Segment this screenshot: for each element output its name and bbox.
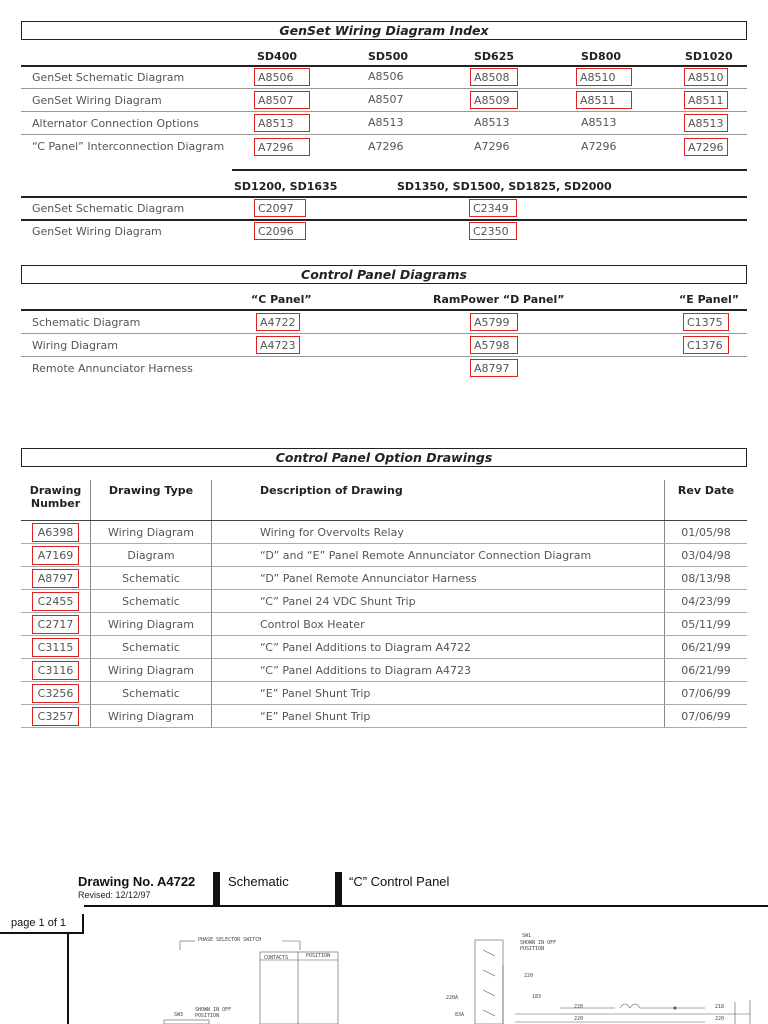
sw3-label: SW3 xyxy=(174,1012,184,1018)
header-description: Description of Drawing xyxy=(212,480,665,521)
table-row xyxy=(21,521,747,544)
shown-in-label: SHOWN IN OFF POSITION xyxy=(195,1007,232,1019)
drawing-link[interactable]: A5798 xyxy=(470,336,518,354)
header-drawing-number: Drawing Number xyxy=(21,480,91,521)
divider xyxy=(21,134,747,135)
divider xyxy=(21,356,747,357)
row-label: GenSet Wiring Diagram xyxy=(32,94,162,107)
position-label: POSITION xyxy=(306,953,331,959)
drawing-number-link[interactable]: C2455 xyxy=(32,592,80,611)
wire-label: 220 xyxy=(574,1004,584,1010)
table-row xyxy=(21,659,747,682)
control-panel-title: Control Panel Diagrams xyxy=(21,265,747,284)
wire-label: 83A xyxy=(455,1012,465,1018)
drawing-link[interactable]: C2349 xyxy=(469,199,517,217)
drawing-description: “C” Panel 24 VDC Shunt Trip xyxy=(212,590,665,613)
rev-date: 08/13/98 xyxy=(665,567,748,590)
col-sd1350: SD1350, SD1500, SD1825, SD2000 xyxy=(397,180,612,193)
rev-date: 06/21/99 xyxy=(665,659,748,682)
drawing-link[interactable]: A7296 xyxy=(684,138,728,156)
drawing-number-link[interactable]: C3257 xyxy=(32,707,80,726)
schematic-drawing xyxy=(150,930,768,1024)
drawing-type: Wiring Diagram xyxy=(91,613,212,636)
drawing-type: Wiring Diagram xyxy=(91,659,212,682)
row-label: GenSet Wiring Diagram xyxy=(32,225,162,238)
wire-label: 220A xyxy=(446,995,459,1001)
drawing-link[interactable]: A8507 xyxy=(254,91,310,109)
wire-label: 220 xyxy=(574,1016,584,1022)
row-label: Alternator Connection Options xyxy=(32,117,199,130)
divider xyxy=(21,111,747,112)
table-row xyxy=(21,613,747,636)
drawing-description: “C” Panel Additions to Diagram A4723 xyxy=(212,659,665,682)
drawing-type: Schematic xyxy=(91,567,212,590)
col-sd1200: SD1200, SD1635 xyxy=(234,180,338,193)
drawing-code: A8513 xyxy=(581,116,617,129)
divider xyxy=(21,88,747,89)
wire-label: 220 xyxy=(715,1016,725,1022)
col-sd800: SD800 xyxy=(581,50,622,63)
drawing-link[interactable]: A8510 xyxy=(576,68,632,86)
phase-selector-label: PHASE SELECTOR SWITCH xyxy=(198,937,262,943)
rev-date: 03/04/98 xyxy=(665,544,748,567)
genset-index-title: GenSet Wiring Diagram Index xyxy=(21,21,747,40)
col-sd1020: SD1020 xyxy=(685,50,733,63)
wire-label: 183 xyxy=(532,994,542,1000)
divider xyxy=(21,219,747,221)
drawing-number-link[interactable]: C3115 xyxy=(32,638,80,657)
drawing-type: Schematic xyxy=(228,874,289,889)
drawing-revised: Revised: 12/12/97 xyxy=(78,890,151,900)
col-d-panel: RamPower “D Panel” xyxy=(433,293,565,306)
drawing-code: A8507 xyxy=(368,93,404,106)
drawing-link[interactable]: A7296 xyxy=(254,138,310,156)
drawing-link[interactable]: C2096 xyxy=(254,222,306,240)
drawing-panel: “C” Control Panel xyxy=(349,874,450,889)
drawing-link[interactable]: A5799 xyxy=(470,313,518,331)
table-row xyxy=(21,590,747,613)
header-bar xyxy=(335,872,342,905)
drawing-code: A7296 xyxy=(474,140,510,153)
drawing-code: A7296 xyxy=(368,140,404,153)
header-rule xyxy=(84,905,768,907)
divider xyxy=(21,309,747,311)
option-drawings-title: Control Panel Option Drawings xyxy=(21,448,747,467)
drawing-link[interactable]: C1375 xyxy=(683,313,729,331)
drawing-type: Diagram xyxy=(91,544,212,567)
col-e-panel: “E Panel” xyxy=(679,293,740,306)
drawing-link[interactable]: C2097 xyxy=(254,199,306,217)
drawing-number-link[interactable]: A8797 xyxy=(32,569,80,588)
drawing-link[interactable]: A8511 xyxy=(576,91,632,109)
drawing-link[interactable]: A8508 xyxy=(470,68,518,86)
drawing-number-link[interactable]: C2717 xyxy=(32,615,80,634)
drawing-type: Schematic xyxy=(91,636,212,659)
drawing-description: Wiring for Overvolts Relay xyxy=(212,521,665,544)
drawing-number: Drawing No. A4722 xyxy=(78,874,196,889)
col-sd400: SD400 xyxy=(257,50,298,63)
row-label: Remote Annunciator Harness xyxy=(32,362,193,375)
drawing-link[interactable]: A8513 xyxy=(684,114,728,132)
left-rule xyxy=(67,934,69,1024)
drawing-number-link[interactable]: C3256 xyxy=(32,684,80,703)
row-label: Schematic Diagram xyxy=(32,316,141,329)
drawing-link[interactable]: A4722 xyxy=(256,313,300,331)
drawing-link[interactable]: C1376 xyxy=(683,336,729,354)
divider xyxy=(232,169,747,171)
drawing-link[interactable]: A8511 xyxy=(684,91,728,109)
drawing-code: A7296 xyxy=(581,140,617,153)
drawing-link[interactable]: C2350 xyxy=(469,222,517,240)
row-label: GenSet Schematic Diagram xyxy=(32,202,185,215)
drawing-code: A8506 xyxy=(368,70,404,83)
drawing-link[interactable]: A8510 xyxy=(684,68,728,86)
rev-date: 07/06/99 xyxy=(665,682,748,705)
col-c-panel: “C Panel” xyxy=(251,293,312,306)
drawing-number-link[interactable]: A7169 xyxy=(32,546,80,565)
drawing-description: Control Box Heater xyxy=(212,613,665,636)
drawing-link[interactable]: A8797 xyxy=(470,359,518,377)
option-drawings-table xyxy=(21,480,747,728)
rev-date: 04/23/99 xyxy=(665,590,748,613)
drawing-code: A8513 xyxy=(474,116,510,129)
col-sd500: SD500 xyxy=(368,50,409,63)
rev-date: 01/05/98 xyxy=(665,521,748,544)
drawing-description: “E” Panel Shunt Trip xyxy=(212,682,665,705)
contacts-label: CONTACTS xyxy=(264,955,289,961)
sw1-label: SW1 xyxy=(522,933,532,939)
header-rev-date: Rev Date xyxy=(665,480,748,521)
wire-label: 220 xyxy=(524,973,534,979)
row-label: Wiring Diagram xyxy=(32,339,118,352)
wire-label: 218 xyxy=(715,1004,725,1010)
drawing-code: A8513 xyxy=(368,116,404,129)
shown-in-label: SHOWN IN OFF POSITION xyxy=(520,940,557,952)
drawing-description: “C” Panel Additions to Diagram A4722 xyxy=(212,636,665,659)
drawing-description: “D” and “E” Panel Remote Annunciator Connection Diagram xyxy=(212,544,665,567)
table-header-row xyxy=(21,480,747,521)
drawing-link[interactable]: A4723 xyxy=(256,336,300,354)
drawing-type: Schematic xyxy=(91,590,212,613)
drawing-link[interactable]: A8513 xyxy=(254,114,310,132)
divider xyxy=(21,65,747,67)
rev-date: 05/11/99 xyxy=(665,613,748,636)
divider xyxy=(21,333,747,334)
drawing-number-link[interactable]: C3116 xyxy=(32,661,80,680)
table-row xyxy=(21,544,747,567)
page-indicator: page 1 of 1 xyxy=(11,917,67,929)
header-bar xyxy=(213,872,220,905)
header-drawing-type: Drawing Type xyxy=(91,480,212,521)
col-sd625: SD625 xyxy=(474,50,515,63)
divider xyxy=(21,196,747,198)
drawing-number-link[interactable]: A6398 xyxy=(32,523,80,542)
rev-date: 07/06/99 xyxy=(665,705,748,728)
table-row xyxy=(21,567,747,590)
row-label: GenSet Schematic Diagram xyxy=(32,71,185,84)
table-row xyxy=(21,705,747,728)
rev-date: 06/21/99 xyxy=(665,636,748,659)
drawing-link[interactable]: A8506 xyxy=(254,68,310,86)
table-row xyxy=(21,682,747,705)
drawing-description: “E” Panel Shunt Trip xyxy=(212,705,665,728)
drawing-link[interactable]: A8509 xyxy=(470,91,518,109)
drawing-type: Wiring Diagram xyxy=(91,705,212,728)
drawing-description: “D” Panel Remote Annunciator Harness xyxy=(212,567,665,590)
row-label: “C Panel” Interconnection Diagram xyxy=(32,140,225,153)
drawing-type: Schematic xyxy=(91,682,212,705)
drawing-type: Wiring Diagram xyxy=(91,521,212,544)
table-row xyxy=(21,636,747,659)
